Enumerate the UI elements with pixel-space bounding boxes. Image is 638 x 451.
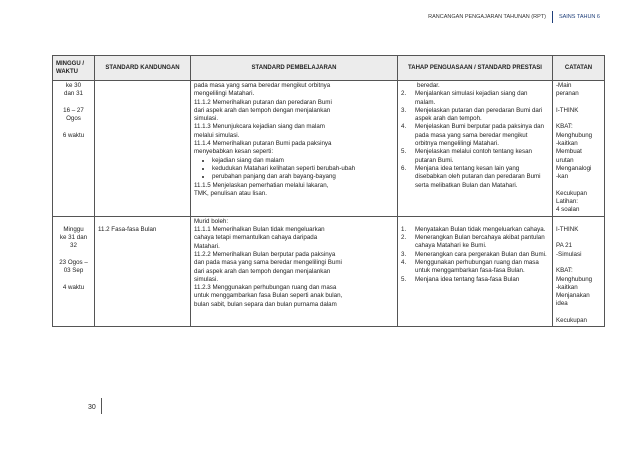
text-line: 11.1.3 Menunjukcara kejadian siang dan malam xyxy=(194,123,325,131)
page-number: 30 xyxy=(88,404,96,411)
list-item xyxy=(401,259,549,276)
text-line: idea xyxy=(556,300,568,308)
text-line: pada masa yang sama beredar mengikut orbitnya xyxy=(194,82,331,89)
text-line: 11.1.1 Memerihalkan Bulan tidak mengeluarkan xyxy=(194,226,325,234)
item-number: 4. xyxy=(401,258,407,266)
text-line: 4 soalan xyxy=(556,206,580,214)
notes-cell xyxy=(553,216,605,327)
text-line xyxy=(556,309,601,317)
text-line: 11.1.4 Memerihalkan putaran Bumi pada paksinya xyxy=(194,140,332,148)
text-line: cahaya tetapi memantulkan cahaya daripada xyxy=(194,234,318,242)
text-line xyxy=(56,123,91,131)
item-number: 3. xyxy=(401,250,407,258)
text-line: -kaitkan xyxy=(556,283,578,291)
text-line: 4 waktu xyxy=(62,283,85,291)
text-line: Menjanakan xyxy=(556,292,590,300)
item-text: Menerangkan Bulan bercahaya akibat pantulan cahaya Matahari ke Bumi. xyxy=(415,234,545,250)
document-title: RANCANGAN PENGAJARAN TAHUNAN (RPT) xyxy=(428,14,546,20)
week-cell xyxy=(53,81,95,217)
learning-standard-cell xyxy=(191,216,398,327)
text-line xyxy=(56,251,91,259)
footer-divider xyxy=(101,398,102,414)
text-line: -Main xyxy=(556,82,572,89)
item-text: Menjelaskan melalui contoh tentang kesan putaran Bumi. xyxy=(415,148,532,164)
list-item xyxy=(401,148,549,165)
text-line: Menghubung xyxy=(556,275,593,283)
item-number: 5. xyxy=(401,148,407,156)
content-standard-cell: 11.2 Fasa-fasa Bulan xyxy=(95,216,191,327)
item-number: 5. xyxy=(401,275,407,283)
item-text: Menjelaskan Bumi berputar pada paksinya dan pada masa yang sama beredar mengikut orbitnya mengelilingi Matahari. xyxy=(415,123,544,148)
text-line: 23 Ogos – xyxy=(59,258,88,266)
text-line: 6 waktu xyxy=(62,131,85,139)
learning-standard-cell xyxy=(191,81,398,217)
text-line: urutan xyxy=(556,156,574,164)
text-line: menyebabkan kesan seperti: xyxy=(194,148,274,156)
col-header-week: MINGGU / WAKTU xyxy=(53,56,95,81)
performance-cell xyxy=(398,216,553,327)
text-line: -Simulasi xyxy=(556,250,582,258)
text-line: Murid boleh: xyxy=(194,217,229,225)
list-item xyxy=(401,226,549,234)
text-line xyxy=(556,115,601,123)
list-item xyxy=(401,276,549,284)
text-line xyxy=(56,276,91,284)
text-line: peranan xyxy=(556,90,579,98)
list-item xyxy=(401,251,549,259)
rpt-table xyxy=(52,55,605,327)
content-standard-cell xyxy=(95,81,191,217)
text-line: dari aspek arah dan tempoh dengan menjalankan xyxy=(194,106,331,114)
text-line: simulasi. xyxy=(194,275,219,283)
list-item xyxy=(401,107,549,124)
item-text: Menerangkan cara pergerakan Bulan dan Bumi. xyxy=(415,250,547,258)
text-line: bulan sabit, bulan separa dan bulan purnama dalam xyxy=(194,300,337,308)
text-line: dari aspek arah dan tempoh dengan menjalankan xyxy=(194,267,331,275)
list-item xyxy=(401,90,549,107)
text-line: 11.2.3 Menggunakan perhubungan ruang dan masa xyxy=(194,284,337,292)
text-line: -kan xyxy=(556,173,569,181)
item-number: 3. xyxy=(401,106,407,114)
text-line: -kaitkan xyxy=(556,140,578,148)
text-line: PA 21 xyxy=(556,242,573,250)
text-line: simulasi. xyxy=(194,115,219,123)
text-line: Ogos xyxy=(66,115,81,123)
text-line: KBAT: xyxy=(556,267,573,275)
item-text: Menyatakan Bulan tidak mengeluarkan cahaya. xyxy=(415,225,546,233)
text-line: Menghubung xyxy=(556,131,593,139)
text-line xyxy=(556,259,601,267)
running-header xyxy=(428,10,600,24)
text-line: Kecukupan xyxy=(556,317,587,325)
text-line: TMK, penulisan atau lisan. xyxy=(194,189,267,197)
item-number: 2. xyxy=(401,234,407,242)
item-number: 2. xyxy=(401,90,407,98)
text-line: Minggu xyxy=(63,225,84,233)
text-line: dan 31 xyxy=(64,90,83,98)
text-line: 32 xyxy=(70,242,77,250)
text-line: dan pada masa yang sama beredar mengelilingi Bumi xyxy=(194,259,342,267)
col-header-notes: CATATAN xyxy=(553,56,605,81)
text-line: untuk menggambarkan fasa Bulan seperti anak bulan, xyxy=(194,292,343,300)
item-text: Menjelaskan putaran dan peredaran Bumi dari aspek arah dan tempoh. xyxy=(415,106,543,123)
text-line xyxy=(556,234,601,242)
text-line xyxy=(556,99,601,107)
text-line: I-THINK xyxy=(556,106,579,114)
list-item: • kejadian siang dan malam xyxy=(212,157,394,165)
list-item xyxy=(401,123,549,148)
text-line xyxy=(56,99,91,107)
item-text: Menjana idea tentang kesan lain yang disebabkan oleh putaran dan peredaran Bumi serta melibatkan Bulan dan Matahari. xyxy=(415,164,541,189)
subject-title: SAINS TAHUN 6 xyxy=(558,14,600,20)
notes-cell xyxy=(553,81,605,217)
table-row xyxy=(53,81,605,217)
header-divider xyxy=(552,11,553,23)
text-line: 11.1.5 Menjelaskan pemerhatian melalui lakaran, xyxy=(194,181,329,189)
text-line: Latihan: xyxy=(556,198,579,206)
performance-cell xyxy=(398,81,553,217)
item-text: Menjana idea tentang fasa-fasa Bulan xyxy=(415,275,520,283)
text-line: I-THINK xyxy=(556,225,579,233)
col-header-content: STANDARD KANDUNGAN xyxy=(95,56,191,81)
list-item xyxy=(401,165,549,190)
text-line: Matahari. xyxy=(194,242,220,250)
list-item: • kedudukan Matahari kelihatan seperti berubah-ubah xyxy=(212,165,394,173)
text-line: Kecukupan xyxy=(556,189,587,197)
item-number: 1. xyxy=(401,225,407,233)
text-line: 16 – 27 xyxy=(63,106,84,114)
item-text: Menggunakan perhubungan ruang dan masa untuk menggambarkan fasa-fasa Bulan. xyxy=(415,258,539,275)
item-text: Menjalankan simulasi kejadian siang dan malam. xyxy=(415,90,528,106)
text-line: mengelilingi Matahari. xyxy=(194,90,255,98)
table-row xyxy=(53,216,605,327)
text-line: 03 Sep xyxy=(63,267,84,275)
table-header-row xyxy=(53,56,605,81)
list-item xyxy=(401,234,549,251)
text-line: ke 31 dan xyxy=(59,234,88,242)
week-cell xyxy=(53,216,95,327)
text-line xyxy=(556,182,601,190)
item-number: 4. xyxy=(401,123,407,131)
text-line: melalui simulasi. xyxy=(194,131,240,139)
list-item: • perubahan panjang dan arah bayang-bayang xyxy=(212,173,394,181)
col-header-learning: STANDARD PEMBELAJARAN xyxy=(191,56,398,81)
text-line: Menganalogi xyxy=(556,164,592,172)
text-line: KBAT: xyxy=(556,123,573,131)
text-line: Membuat xyxy=(556,148,582,156)
text-line: 11.1.2 Memerihalkan putaran dan peredaran Bumi xyxy=(194,98,332,106)
effects-bullet-list xyxy=(194,157,394,182)
item-number: 6. xyxy=(401,164,407,172)
text-line: 11.2.2 Memerihalkan Bulan berputar pada paksinya xyxy=(194,250,336,258)
text-line: ke 30 xyxy=(65,82,82,89)
text-line: beredar. xyxy=(417,82,440,89)
col-header-performance: TAHAP PENGUASAAN / STANDARD PRESTASI xyxy=(398,56,553,81)
